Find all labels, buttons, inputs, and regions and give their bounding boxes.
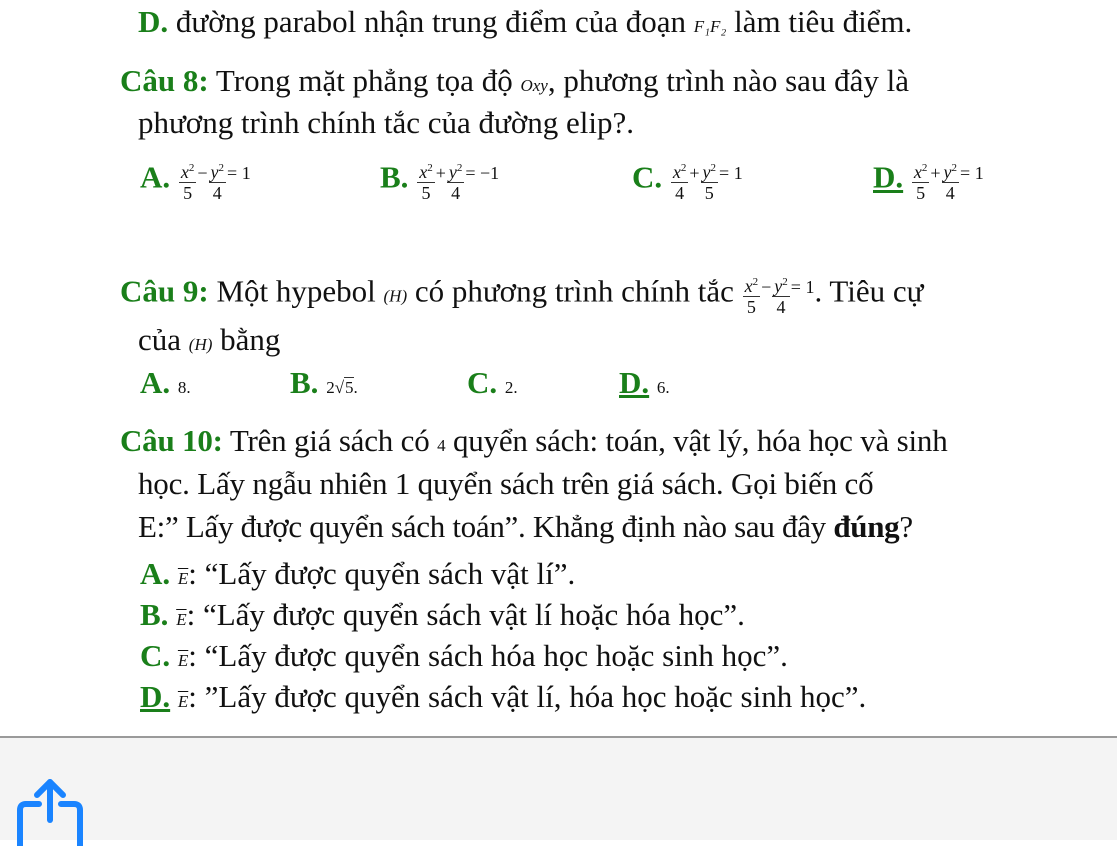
- option-text: đường parabol nhận trung điểm của đoạn: [175, 4, 686, 39]
- math-f1f2: F₁F₂: [693, 17, 727, 36]
- question-label: Câu 9:: [120, 273, 209, 309]
- question-text-end: , phương trình nào sau đây là: [547, 63, 910, 98]
- question-text: có phương trình chính tắc: [414, 273, 734, 309]
- option-label: D.: [138, 4, 169, 39]
- q9-option-a: A. 8.: [140, 365, 191, 400]
- q10-option-b: B. $\overline{E}$: “Lấy được quyển sách vật lí hoặc hóa học”.: [140, 597, 745, 632]
- bottom-toolbar: [0, 736, 1117, 840]
- question-label: Câu 8:: [120, 63, 209, 98]
- q9-option-c: C. 2.: [467, 365, 518, 400]
- question-text-end: ?: [899, 509, 913, 544]
- q10-stem-line2: [138, 466, 873, 502]
- math-h: (H): [188, 335, 213, 354]
- q8-option-c: C. $\frac{x^2}{4}$ + $\frac{y^2}{5}$ = 1: [632, 159, 743, 203]
- math-count: 4: [437, 436, 446, 455]
- share-button[interactable]: [16, 776, 86, 851]
- q8-option-a: A. $\frac{x^2}{5}$ − $\frac{y^2}{4}$ = 1: [140, 159, 251, 203]
- question-text: phương trình chính tắc của đường elip?.: [138, 105, 634, 140]
- option-label-correct: D.: [873, 159, 904, 195]
- q8-option-b: B. $\frac{x^2}{5}$ + $\frac{y^2}{4}$ = −1: [380, 159, 500, 203]
- q10-option-c: C. $\overline{E}$: “Lấy được quyển sách hóa học hoặc sinh học”.: [140, 638, 788, 673]
- q8-option-d-correct: D. $\frac{x^2}{5}$ + $\frac{y^2}{4}$ = 1: [873, 159, 984, 203]
- q10-stem-line1: [120, 423, 948, 464]
- question-text: Trên giá sách có: [229, 423, 430, 458]
- option-label: C.: [632, 159, 663, 195]
- option-label: A.: [140, 159, 171, 195]
- question-label: Câu 10:: [120, 423, 223, 458]
- q9-option-b: B. 2√5.: [290, 365, 358, 400]
- question-text: học. Lấy ngẫu nhiên 1 quyển sách trên giá sách. Gọi biến cố: [138, 466, 874, 501]
- question-text: Một hypebol: [216, 273, 376, 309]
- question-text: bằng: [220, 322, 281, 357]
- q8-stem-line1: [120, 63, 909, 104]
- math-h: (H): [383, 286, 408, 306]
- emphasis-text: đúng: [833, 509, 900, 544]
- q10-option-d-correct: D. $\overline{E}$: ”Lấy được quyển sách vật lí, hóa học hoặc sinh học”.: [140, 679, 867, 714]
- q10-option-a: A. $\overline{E}$: “Lấy được quyển sách vật lí”.: [140, 556, 576, 591]
- math-oxy: Oxy: [520, 76, 548, 95]
- option-text-end: làm tiêu điểm.: [734, 4, 913, 39]
- share-icon: [16, 776, 86, 846]
- question-text-end: . Tiêu cự: [814, 273, 924, 309]
- q9-option-d-correct: D. 6.: [619, 365, 670, 400]
- question-text: của: [138, 322, 182, 357]
- question-text: quyển sách: toán, vật lý, hóa học và sinh: [452, 423, 948, 458]
- option-label: B.: [380, 159, 409, 195]
- question-text: Trong mặt phẳng tọa độ: [215, 63, 513, 98]
- q10-stem-line3: [138, 509, 913, 545]
- q7-option-d: [138, 4, 912, 45]
- q9-stem-line1: Câu 9: Một hypebol (H) có phương trình chính tắc $\frac{x^2}{5}$ − $\frac{y^2}{4}$ = 1. Tiêu cự: [120, 273, 924, 317]
- q9-stem-line2: [138, 322, 280, 363]
- q8-stem-line2: [138, 105, 634, 141]
- question-text: E:” Lấy được quyển sách toán”. Khẳng định nào sau đây: [138, 509, 826, 544]
